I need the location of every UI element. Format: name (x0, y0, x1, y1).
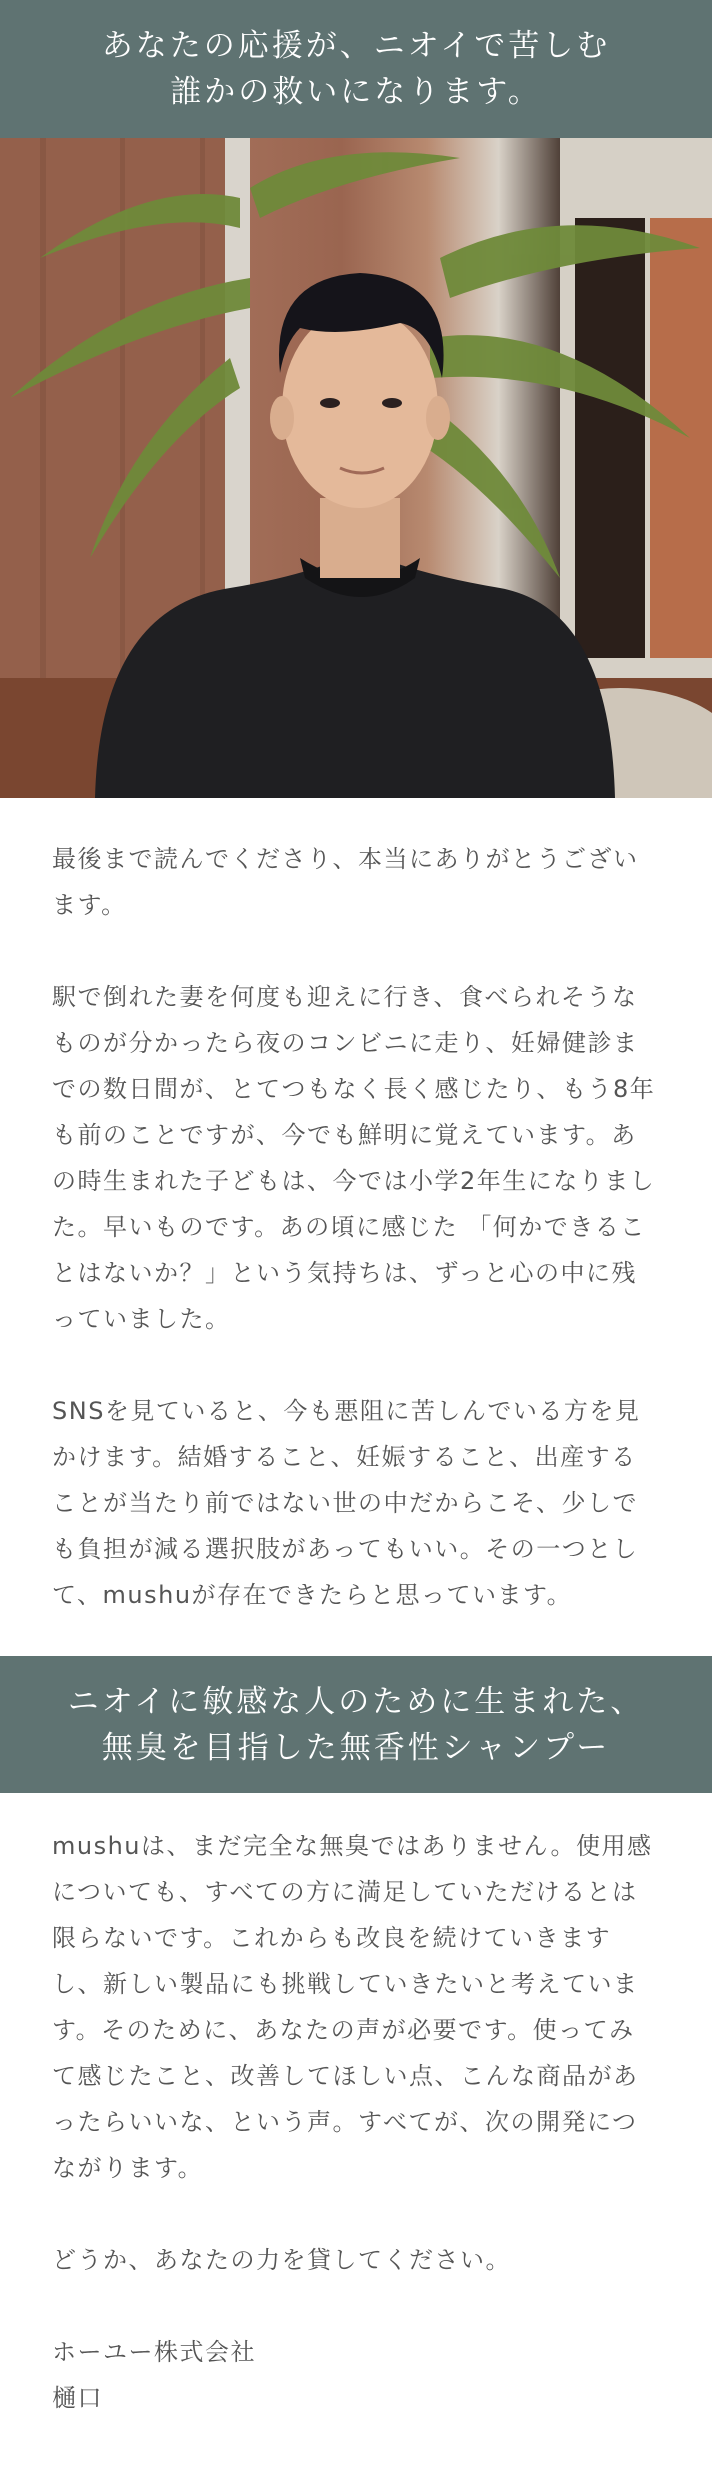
portrait-illustration (0, 138, 712, 798)
section-line-1: ニオイに敏感な人のために生まれた、 (67, 1683, 645, 1720)
section-banner (0, 1656, 712, 1793)
signature-name: 樋口 (52, 2384, 103, 2412)
paragraph-gap (52, 2283, 660, 2329)
closing-paragraph-2: どうか、あなたの力を貸してください。 (52, 2246, 511, 2274)
intro-paragraph-3: SNSを見ていると、今も悪阻に苦しんでいる方を見かけます。結婚すること、妊娠すること、出産することが当たり前ではない世の中だからこそ、少しでも負担が減る選択肢があってもいい。その一つとして、mushuが存在できたらと思っています。 (52, 1397, 641, 1609)
closing-text (0, 1793, 712, 2421)
header-banner (0, 0, 712, 138)
section-line-2: 無臭を目指した無香性シャンプー (101, 1729, 611, 1766)
intro-paragraph-1: 最後まで読んでくださり、本当にありがとうございます。 (52, 845, 639, 919)
paragraph-gap (52, 1342, 660, 1388)
intro-paragraph-2: 駅で倒れた妻を何度も迎えに行き、食べられそうなものが分かったら夜のコンビニに走り、妊婦健診までの数日間が、とてつもなく長く感じたり、もう8年も前のことですが、今でも鮮明に覚えています。あの時生まれた子どもは、今では小学2年生になりました。早いものです。あの頃に感じた 「何かできることはないか？」という気持ちは、ずっと心の中に残っていました。 (52, 983, 656, 1333)
paragraph-gap (52, 2191, 660, 2237)
signature-company: ホーユー株式会社 (52, 2338, 256, 2366)
intro-text (0, 798, 712, 1656)
closing-paragraph-1: mushuは、まだ完全な無臭ではありません。使用感についても、すべての方に満足していただけるとは限らないです。これからも改良を続けていきますし、新しい製品にも挑戦していきたいと考えています。そのために、あなたの声が必要です。使ってみて感じたこと、改善してほしい点、こんな商品があったらいいな、という声。すべてが、次の開発につながります。 (52, 1832, 653, 2182)
header-line-1: あなたの応援が、ニオイで苦しむ (101, 28, 611, 64)
paragraph-gap (52, 928, 660, 974)
header-line-2: 誰かの救いになります。 (170, 74, 542, 110)
portrait-photo (0, 138, 712, 798)
